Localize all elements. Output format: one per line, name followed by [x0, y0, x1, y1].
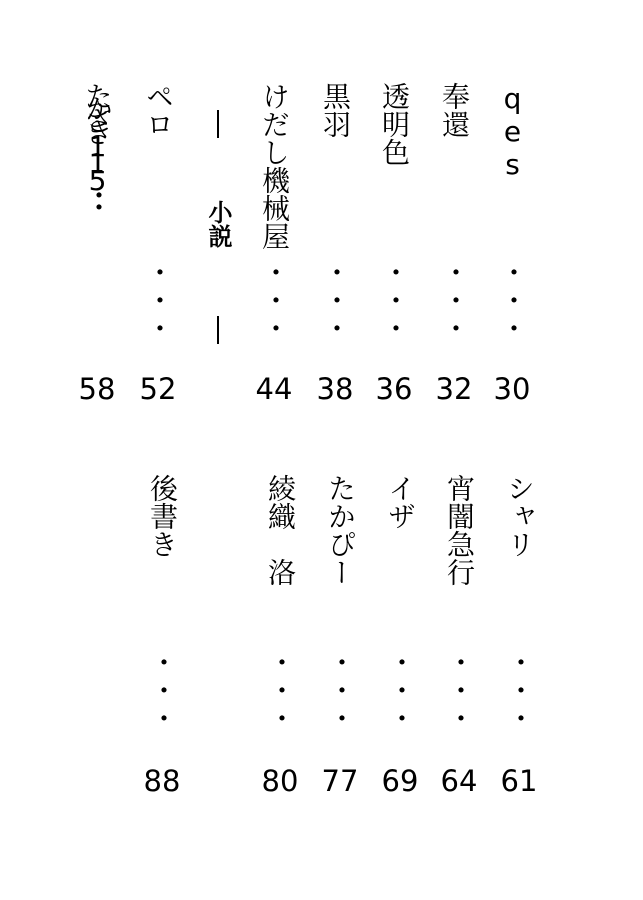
section-label: 小説	[204, 200, 232, 248]
toc-entry-page: 32	[435, 372, 473, 406]
leader-dots: ・・・	[142, 258, 175, 342]
leader-dots: ・・・	[496, 258, 529, 342]
toc-entry-page: 44	[255, 372, 293, 406]
toc-entry-kedashi[interactable]	[252, 82, 296, 406]
leader-dots: ・・・	[319, 258, 352, 342]
toc-entry-takapi[interactable]	[318, 474, 362, 804]
toc-entry-ayaori[interactable]	[258, 474, 302, 804]
toc-entry-title: ペロ	[142, 82, 175, 138]
toc-entry-toumeishoku[interactable]	[372, 82, 416, 406]
section-bar-top	[217, 110, 219, 138]
toc-entry-page: 38	[316, 372, 354, 406]
leader-dots: ・・・	[438, 258, 471, 342]
toc-entry-shari[interactable]	[497, 474, 541, 804]
leader-dots: ・・・	[264, 648, 297, 732]
toc-entry-title: 透明色	[378, 82, 411, 166]
toc-entry-pero[interactable]	[136, 82, 180, 406]
leader-dots: ・・・	[258, 258, 291, 342]
toc-entry-yoiyami[interactable]	[437, 474, 481, 804]
toc-entry-page: 52	[139, 372, 177, 406]
toc-entry-page: 64	[440, 764, 478, 798]
leader-dots: ・・・	[378, 258, 411, 342]
toc-entry-page: 30	[493, 372, 531, 406]
leader-dots: ・・・	[384, 648, 417, 732]
toc-entry-title: たかぴー	[324, 474, 357, 586]
toc-entry-title: たかさき115・・	[81, 82, 114, 205]
toc-entry-page: 80	[261, 764, 299, 798]
toc-entry-title: 宵闇急行	[443, 474, 476, 586]
toc-entry-page: 77	[321, 764, 359, 798]
toc-entry-kurobane[interactable]	[313, 82, 357, 406]
toc-entry-page: 36	[375, 372, 413, 406]
toc-entry-iza[interactable]	[378, 474, 422, 804]
toc-entry-title: イザ	[384, 474, 417, 530]
toc-entry-title: 綾織 洛	[264, 474, 297, 586]
toc-entry-title: けだし機械屋	[258, 82, 291, 250]
toc-entry-title: 黒羽	[319, 82, 352, 138]
toc-entry-houkan[interactable]	[432, 82, 476, 406]
toc-entry-takasaki[interactable]	[75, 82, 119, 406]
toc-entry-title: qes	[496, 82, 529, 181]
toc-entry-page: 61	[500, 764, 538, 798]
toc-entry-atogaki[interactable]	[140, 474, 184, 804]
leader-dots: ・・・	[146, 648, 179, 732]
leader-dots: ・・・	[324, 648, 357, 732]
leader-dots: ・・・	[443, 648, 476, 732]
toc-entry-page: 88	[143, 764, 181, 798]
toc-entry-qes[interactable]	[490, 82, 534, 406]
section-heading-novel	[198, 110, 238, 350]
toc-entry-title: 後書き	[146, 474, 179, 558]
section-bar-bottom	[217, 316, 219, 344]
toc-entry-page: 69	[381, 764, 419, 798]
leader-dots: ・・・	[503, 648, 536, 732]
toc-entry-title: シャリ	[503, 474, 536, 558]
toc-entry-page: 58	[78, 372, 116, 406]
toc-entry-title: 奉還	[438, 82, 471, 138]
